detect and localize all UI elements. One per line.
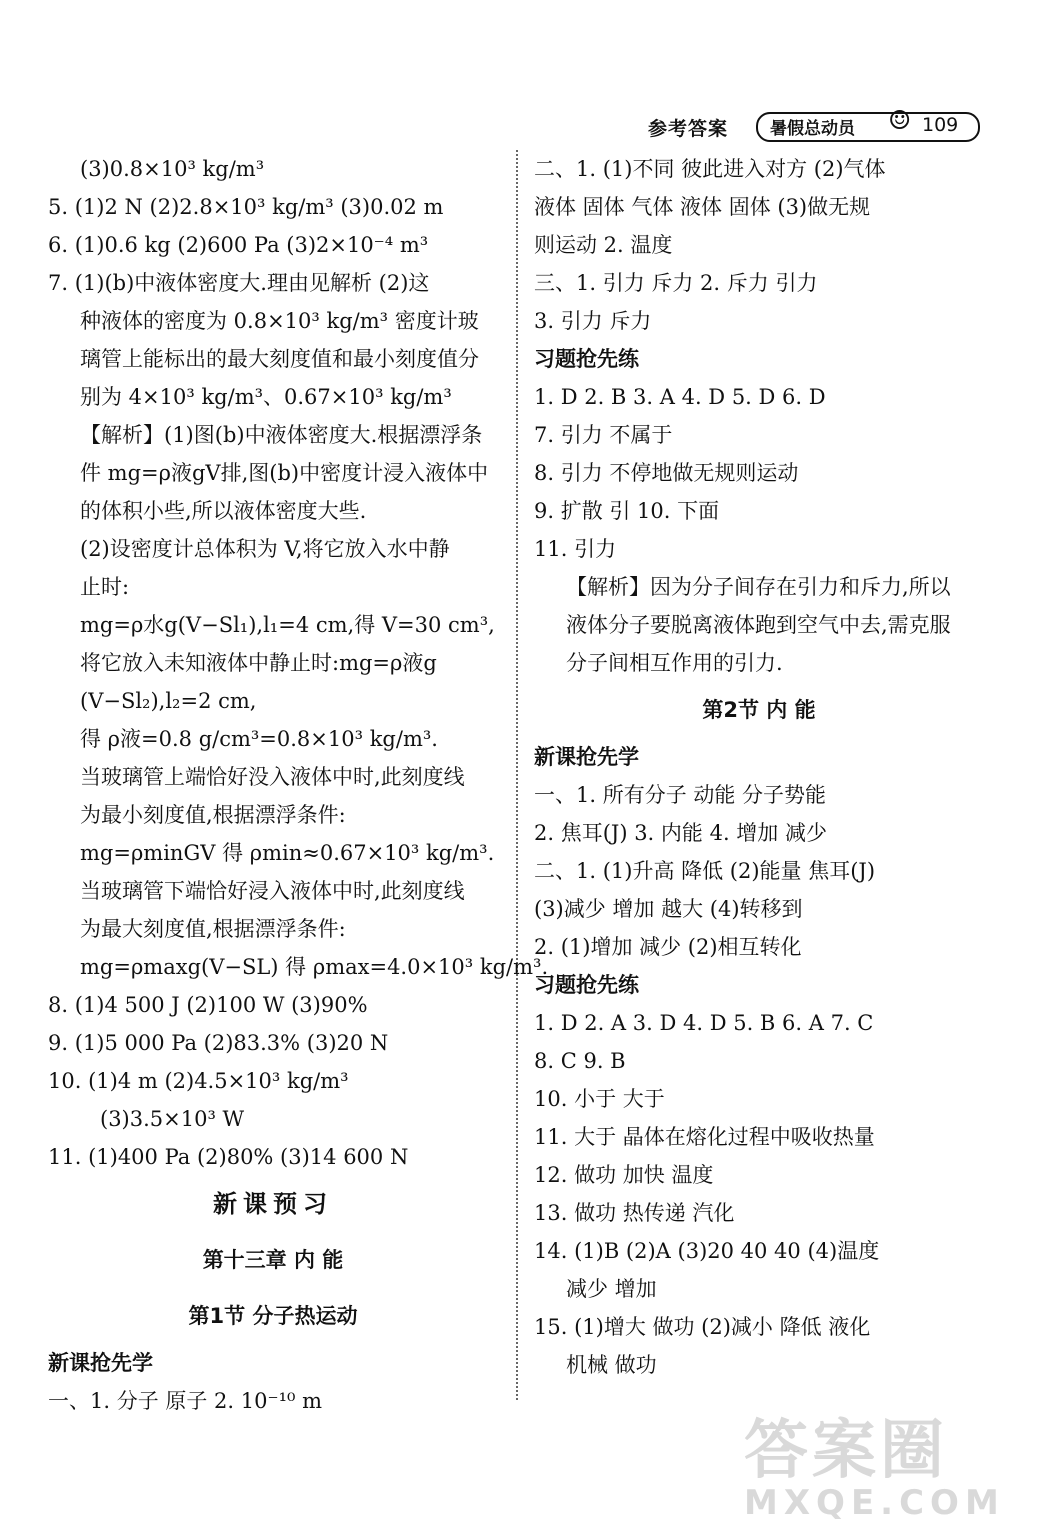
right-column — [534, 150, 984, 1384]
watermark-url: MXQE.COM — [744, 1483, 1005, 1523]
answer-line: 1. D 2. B 3. A 4. D 5. D 6. D — [534, 385, 826, 409]
analysis-line: mg=ρ水g(V−Sl₁),l₁=4 cm,得 V=30 cm³, — [80, 613, 495, 637]
site-watermark — [744, 1414, 1044, 1528]
answer-line: 1. D 2. A 3. D 4. D 5. B 6. A 7. C — [534, 1011, 874, 1035]
answer-line: 二、1. (1)不同 彼此进入对方 (2)气体 — [534, 157, 886, 181]
answer-line: 2. (1)增加 减少 (2)相互转化 — [534, 935, 802, 959]
analysis-line: 止时: — [80, 575, 130, 599]
answer-line: 三、1. 引力 斥力 2. 斥力 引力 — [534, 271, 818, 295]
answer-line: 7. 引力 不属于 — [534, 423, 673, 447]
subsection-heading: 新课抢先学 — [534, 745, 639, 769]
answer-line: 12. 做功 加快 温度 — [534, 1163, 714, 1187]
analysis-line: mg=ρminGV 得 ρmin≈0.67×10³ kg/m³. — [80, 841, 495, 865]
page-number: 109 — [922, 114, 959, 136]
analysis-line: 【解析】因为分子间存在引力和斥力,所以 — [566, 575, 951, 599]
answer-line: 机械 做功 — [566, 1353, 657, 1377]
answer-line: 璃管上能标出的最大刻度值和最小刻度值分 — [80, 347, 479, 371]
answer-line: 11. 大于 晶体在熔化过程中吸收热量 — [534, 1125, 875, 1149]
analysis-line: 的体积小些,所以液体密度大些. — [80, 499, 367, 523]
answer-line: 一、1. 所有分子 动能 分子势能 — [534, 783, 827, 807]
answer-line: 别为 4×10³ kg/m³、0.67×10³ kg/m³ — [80, 385, 452, 409]
analysis-line: 当玻璃管下端恰好浸入液体中时,此刻度线 — [80, 879, 465, 903]
answer-line: 8. (1)4 500 J (2)100 W (3)90% — [48, 993, 368, 1017]
answer-line: 8. 引力 不停地做无规则运动 — [534, 461, 799, 485]
subsection-heading: 习题抢先练 — [534, 973, 639, 997]
subsection-heading: 新课抢先学 — [48, 1351, 153, 1375]
answer-line: 液体 固体 气体 液体 固体 (3)做无规 — [534, 195, 871, 219]
page-header — [640, 106, 980, 142]
answer-line: 7. (1)(b)中液体密度大.理由见解析 (2)这 — [48, 271, 430, 295]
answer-line: 9. (1)5 000 Pa (2)83.3% (3)20 N — [48, 1031, 389, 1055]
answer-line: 5. (1)2 N (2)2.8×10³ kg/m³ (3)0.02 m — [48, 195, 444, 219]
answer-line: 一、1. 分子 原子 2. 10⁻¹⁰ m — [48, 1389, 323, 1413]
answer-line: 6. (1)0.6 kg (2)600 Pa (3)2×10⁻⁴ m³ — [48, 233, 429, 257]
section-title: 第1节 分子热运动 — [188, 1304, 358, 1328]
answer-line: 减少 增加 — [566, 1277, 657, 1301]
analysis-line: 件 mg=ρ液gV排,图(b)中密度计浸入液体中 — [80, 461, 489, 485]
answer-line: 11. (1)400 Pa (2)80% (3)14 600 N — [48, 1145, 409, 1169]
analysis-line: 分子间相互作用的引力. — [566, 651, 783, 675]
answer-line: 10. (1)4 m (2)4.5×10³ kg/m³ — [48, 1069, 349, 1093]
column-divider — [516, 150, 518, 1400]
answer-line: 15. (1)增大 做功 (2)减小 降低 液化 — [534, 1315, 871, 1339]
analysis-line: 为最小刻度值,根据漂浮条件: — [80, 803, 346, 827]
analysis-line: 当玻璃管上端恰好没入液体中时,此刻度线 — [80, 765, 465, 789]
answer-line: 二、1. (1)升高 降低 (2)能量 焦耳(J) — [534, 859, 876, 883]
subsection-heading: 习题抢先练 — [534, 347, 639, 371]
section-title: 第2节 内 能 — [702, 698, 816, 722]
analysis-line: (2)设密度计总体积为 V,将它放入水中静 — [80, 537, 450, 561]
chapter-title: 第十三章 内 能 — [202, 1248, 344, 1272]
analysis-line: 液体分子要脱离液体跑到空气中去,需克服 — [566, 613, 951, 637]
analysis-line: mg=ρmaxg(V−SL) 得 ρmax=4.0×10³ kg/m³. — [80, 955, 549, 979]
answer-line: 种液体的密度为 0.8×10³ kg/m³ 密度计玻 — [80, 309, 479, 333]
answer-line: 3. 引力 斥力 — [534, 309, 652, 333]
answer-line: 8. C 9. B — [534, 1049, 626, 1073]
answer-label: 参考答案 — [648, 118, 729, 140]
mascot-icon: ☺ — [888, 106, 912, 136]
answer-line: 则运动 2. 温度 — [534, 233, 673, 257]
analysis-line: 【解析】(1)图(b)中液体密度大.根据漂浮条 — [80, 423, 483, 447]
answer-line: 14. (1)B (2)A (3)20 40 40 (4)温度 — [534, 1239, 880, 1263]
answer-line: 9. 扩散 引 10. 下面 — [534, 499, 720, 523]
watermark-logo-text: 答案圈 — [744, 1414, 948, 1488]
answer-line: (3)0.8×10³ kg/m³ — [80, 157, 265, 181]
analysis-line: 将它放入未知液体中静止时:mg=ρ液g — [80, 651, 437, 675]
preview-title: 新课预习 — [213, 1190, 333, 1218]
answer-line: 11. 引力 — [534, 537, 617, 561]
answer-line: (3)减少 增加 越大 (4)转移到 — [534, 897, 803, 921]
analysis-line: 得 ρ液=0.8 g/cm³=0.8×10³ kg/m³. — [80, 727, 438, 751]
analysis-line: 为最大刻度值,根据漂浮条件: — [80, 917, 346, 941]
answer-line: (3)3.5×10³ W — [100, 1107, 245, 1131]
answer-line: 2. 焦耳(J) 3. 内能 4. 增加 减少 — [534, 821, 827, 845]
series-title: 暑假总动员 — [770, 119, 855, 139]
left-column — [48, 150, 549, 1420]
answer-line: 10. 小于 大于 — [534, 1087, 665, 1111]
answer-line: 13. 做功 热传递 汽化 — [534, 1201, 735, 1225]
analysis-line: (V−Sl₂),l₂=2 cm, — [80, 689, 257, 713]
